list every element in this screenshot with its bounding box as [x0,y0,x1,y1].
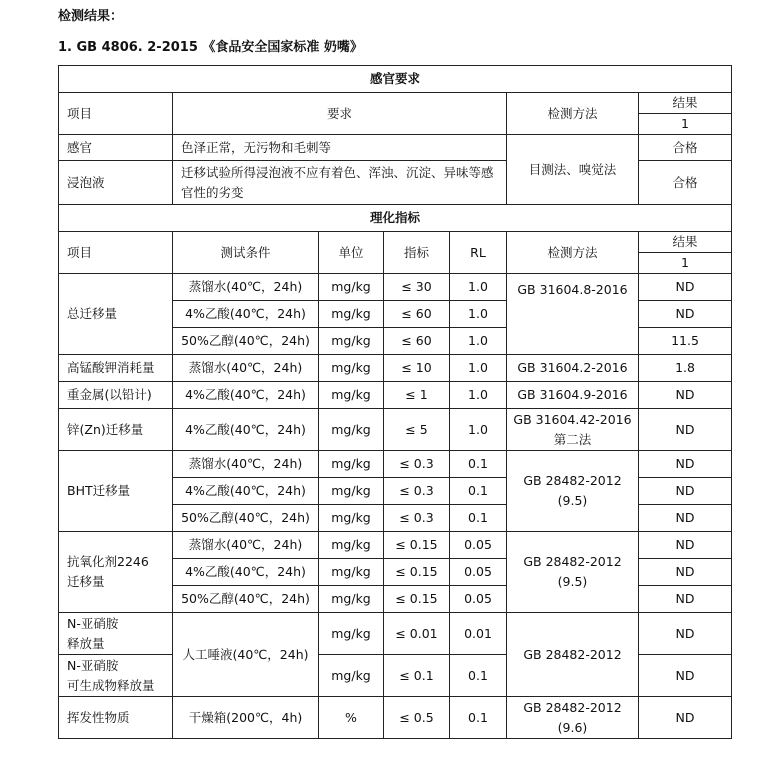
standard-title: 1. GB 4806. 2-2015 《食品安全国家标准 奶嘴》 [58,40,363,55]
table-row-item: 高锰酸钾消耗量 [59,355,173,382]
method-line: (9.6) [557,719,588,735]
table-row-rl: 0.05 [450,559,507,586]
table-row-method [507,409,639,451]
table-row-result: ND [639,382,732,409]
item-line: N-亚硝胺 [67,657,119,673]
table-row-limit: ≤ 0.3 [384,478,450,505]
table-row-condition: 蒸馏水(40℃，24h) [173,274,319,301]
table-row-limit: ≤ 30 [384,274,450,301]
table-row-limit: ≤ 0.3 [384,451,450,478]
table-row-result: 合格 [639,161,732,205]
table-row-unit: mg/kg [319,355,384,382]
table-row-unit: mg/kg [319,478,384,505]
table-row-condition: 4%乙酸(40℃，24h) [173,559,319,586]
header-limit: 指标 [384,232,450,274]
table-row-method [507,451,639,532]
table-row-unit: mg/kg [319,613,384,655]
table-row-item [59,655,173,697]
table-row-result: ND [639,559,732,586]
table-row-condition: 蒸馏水(40℃，24h) [173,532,319,559]
table-row-unit: mg/kg [319,328,384,355]
table-row-unit: mg/kg [319,301,384,328]
header-method: 检测方法 [507,232,639,274]
section-title-physchem: 理化指标 [59,205,732,232]
table-row-requirement: 色泽正常，无污物和毛刺等 [173,135,507,161]
table-row-rl: 0.01 [450,613,507,655]
table-row-limit: ≤ 0.01 [384,613,450,655]
table-row-rl: 0.05 [450,586,507,613]
table-row-rl: 1.0 [450,328,507,355]
header-rl: RL [450,232,507,274]
table-row-item: 浸泡液 [59,161,173,205]
table-row-unit: mg/kg [319,532,384,559]
results-heading: 检测结果： [58,9,124,24]
table-row-rl: 1.0 [450,409,507,451]
table-row-rl: 1.0 [450,274,507,301]
method-line: (9.5) [557,574,588,589]
table-row-method: GB 31604.8-2016 [507,274,639,355]
table-row-unit: mg/kg [319,274,384,301]
table-row-requirement: 迁移试验所得浸泡液不应有着色、浑浊、沉淀、异味等感官性的劣变 [173,161,507,205]
item-line: 迁移量 [67,574,105,589]
table-row-rl: 0.05 [450,532,507,559]
header-result-no: 1 [639,114,732,135]
table-row-limit: ≤ 0.5 [384,697,450,739]
table-row-result: ND [639,478,732,505]
method-line: GB 31604.42-2016 [513,411,632,427]
table-row-condition: 4%乙酸(40℃，24h) [173,478,319,505]
table-row-item: BHT迁移量 [59,451,173,532]
header-unit: 单位 [319,232,384,274]
table-row-method: 目测法、嗅觉法 [507,135,639,205]
table-row-condition: 4%乙酸(40℃，24h) [173,382,319,409]
table-row-method [507,532,639,613]
method-line: 第二法 [553,431,592,447]
method-line: (9.5) [557,493,588,508]
table-row-result: ND [639,301,732,328]
table-row-unit: mg/kg [319,409,384,451]
table-row-rl: 0.1 [450,478,507,505]
table-row-method: GB 28482-2012 [507,613,639,697]
table-row-condition: 干燥箱(200℃，4h) [173,697,319,739]
table-row-condition: 蒸馏水(40℃，24h) [173,451,319,478]
table-row-rl: 1.0 [450,301,507,328]
method-line: GB 28482-2012 [523,699,622,715]
table-row-condition: 4%乙酸(40℃，24h) [173,301,319,328]
item-line: N-亚硝胺 [67,615,119,631]
method-line: GB 28482-2012 [523,554,622,569]
table-row-rl: 0.1 [450,505,507,532]
table-row-result: 1.8 [639,355,732,382]
table-row-limit: ≤ 10 [384,355,450,382]
table-row-result: ND [639,505,732,532]
table-row-method [507,697,639,739]
results-table [58,65,732,739]
table-row-limit: ≤ 60 [384,328,450,355]
table-row-limit: ≤ 60 [384,301,450,328]
table-row-item: 挥发性物质 [59,697,173,739]
table-row-item: 感官 [59,135,173,161]
header-result-no: 1 [639,253,732,274]
item-line: 抗氧化剂2246 [67,554,149,569]
table-row-result: ND [639,451,732,478]
table-row-result: ND [639,586,732,613]
header-item: 项目 [59,93,173,135]
table-row-rl: 0.1 [450,451,507,478]
table-row-result: ND [639,274,732,301]
table-row-result: 11.5 [639,328,732,355]
table-row-unit: mg/kg [319,505,384,532]
table-row-item: 重金属(以铅计) [59,382,173,409]
header-item: 项目 [59,232,173,274]
table-row-method: GB 31604.9-2016 [507,382,639,409]
table-row-condition: 蒸馏水(40℃，24h) [173,355,319,382]
header-requirement: 要求 [173,93,507,135]
table-row-result: ND [639,409,732,451]
table-row-condition: 50%乙醇(40℃，24h) [173,586,319,613]
table-row-limit: ≤ 0.3 [384,505,450,532]
table-row-limit: ≤ 0.1 [384,655,450,697]
table-row-condition: 50%乙醇(40℃，24h) [173,328,319,355]
table-row-unit: mg/kg [319,586,384,613]
table-row-limit: ≤ 5 [384,409,450,451]
table-row-result: ND [639,697,732,739]
table-row-unit: mg/kg [319,559,384,586]
header-result: 结果 [639,93,732,114]
table-row-unit: mg/kg [319,451,384,478]
table-row-condition: 4%乙酸(40℃，24h) [173,409,319,451]
table-row-method: GB 31604.2-2016 [507,355,639,382]
table-row-item [59,532,173,613]
table-row-condition: 人工唾液(40℃，24h) [173,613,319,697]
table-row-limit: ≤ 0.15 [384,559,450,586]
table-row-rl: 0.1 [450,697,507,739]
method-line: GB 28482-2012 [523,473,622,488]
table-row-result: ND [639,613,732,655]
table-row-condition: 50%乙醇(40℃，24h) [173,505,319,532]
table-row-item [59,613,173,655]
item-line: 释放量 [67,635,105,651]
table-row-result: 合格 [639,135,732,161]
item-line: 可生成物释放量 [67,677,155,693]
table-row-unit: mg/kg [319,655,384,697]
table-row-item: 总迁移量 [59,274,173,355]
table-row-rl: 0.1 [450,655,507,697]
table-row-item: 锌(Zn)迁移量 [59,409,173,451]
table-row-unit: mg/kg [319,382,384,409]
table-row-result: ND [639,655,732,697]
header-result: 结果 [639,232,732,253]
table-row-rl: 1.0 [450,355,507,382]
table-row-rl: 1.0 [450,382,507,409]
table-row-limit: ≤ 1 [384,382,450,409]
table-row-limit: ≤ 0.15 [384,532,450,559]
table-row-unit: % [319,697,384,739]
section-title-sensory: 感官要求 [59,66,732,93]
header-condition: 测试条件 [173,232,319,274]
header-method: 检测方法 [507,93,639,135]
table-row-result: ND [639,532,732,559]
table-row-limit: ≤ 0.15 [384,586,450,613]
